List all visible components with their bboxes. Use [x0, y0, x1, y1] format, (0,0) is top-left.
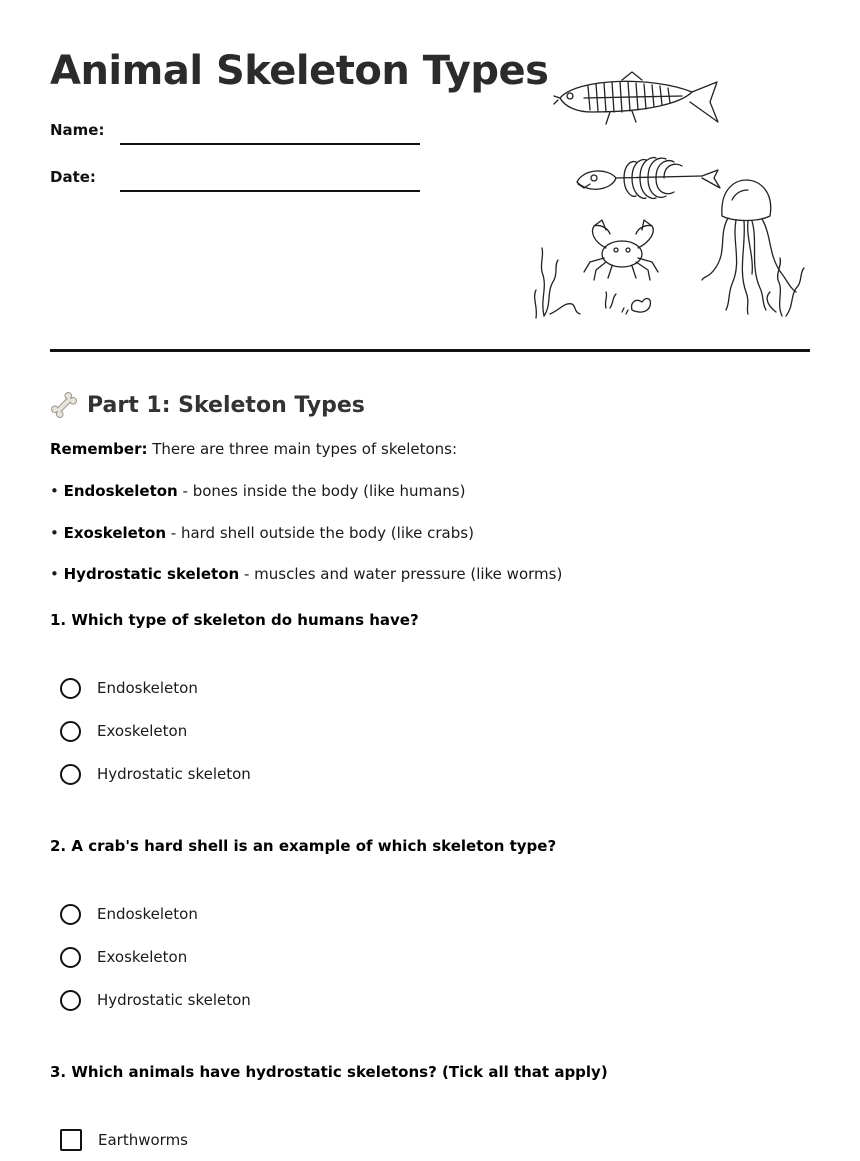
jellyfish-icon [702, 180, 796, 314]
q3-option-earthworms[interactable] [60, 1127, 188, 1153]
checkbox[interactable] [60, 1129, 82, 1151]
remember-label: Remember: [50, 440, 148, 458]
remember-text: There are three main types of skeletons: [147, 440, 458, 458]
q1-option-hydrostatic[interactable] [60, 761, 251, 787]
option-label: Hydrostatic skeleton [97, 991, 251, 1009]
skeleton-type-desc: - muscles and water pressure (like worms) [239, 565, 563, 583]
option-label: Earthworms [98, 1131, 188, 1149]
skeleton-type-item [50, 524, 474, 542]
skeleton-type-desc: - hard shell outside the body (like crabs) [166, 524, 474, 542]
name-input-line[interactable] [120, 143, 420, 145]
question-2-text: 2. A crab's hard shell is an example of which skeleton type? [50, 837, 557, 855]
remember-note [50, 440, 457, 458]
coral-icon [605, 292, 650, 314]
skeleton-type-name: Endoskeleton [63, 482, 178, 500]
part1-title: Part 1: Skeleton Types [87, 392, 365, 418]
page-title: Animal Skeleton Types [50, 48, 549, 94]
bullet: • [50, 565, 64, 583]
option-label: Endoskeleton [97, 679, 198, 697]
crab-icon [584, 220, 658, 280]
skeleton-type-desc: - bones inside the body (like humans) [177, 482, 466, 500]
q2-option-endoskeleton[interactable] [60, 901, 198, 927]
skeleton-type-item [50, 482, 465, 500]
q2-option-hydrostatic[interactable] [60, 987, 251, 1013]
q1-option-endoskeleton[interactable] [60, 675, 198, 701]
header-divider [50, 349, 810, 352]
bone-icon [50, 391, 78, 419]
radio-button[interactable] [60, 721, 81, 742]
radio-button[interactable] [60, 990, 81, 1011]
bullet: • [50, 524, 64, 542]
radio-button[interactable] [60, 678, 81, 699]
part1-heading [50, 389, 365, 421]
q2-option-exoskeleton[interactable] [60, 944, 187, 970]
q1-option-exoskeleton[interactable] [60, 718, 187, 744]
sea-creatures-illustration [532, 66, 812, 324]
skeleton-type-item [50, 565, 562, 583]
question-1-text: 1. Which type of skeleton do humans have? [50, 611, 419, 629]
radio-button[interactable] [60, 764, 81, 785]
date-input-line[interactable] [120, 190, 420, 192]
skeleton-fish-icon [554, 72, 718, 124]
date-label: Date: [50, 168, 96, 186]
seaweed-icon [535, 248, 804, 318]
option-label: Exoskeleton [97, 722, 188, 740]
name-label: Name: [50, 121, 105, 139]
radio-button[interactable] [60, 904, 81, 925]
option-label: Exoskeleton [97, 948, 188, 966]
skeleton-type-name: Exoskeleton [63, 524, 166, 542]
date-field [50, 168, 430, 198]
skeleton-type-name: Hydrostatic skeleton [63, 565, 240, 583]
radio-button[interactable] [60, 947, 81, 968]
fish-skeleton-icon [577, 158, 720, 199]
question-3-text: 3. Which animals have hydrostatic skeletons? (Tick all that apply) [50, 1063, 608, 1081]
bullet: • [50, 482, 64, 500]
option-label: Hydrostatic skeleton [97, 765, 251, 783]
option-label: Endoskeleton [97, 905, 198, 923]
name-field [50, 121, 430, 151]
